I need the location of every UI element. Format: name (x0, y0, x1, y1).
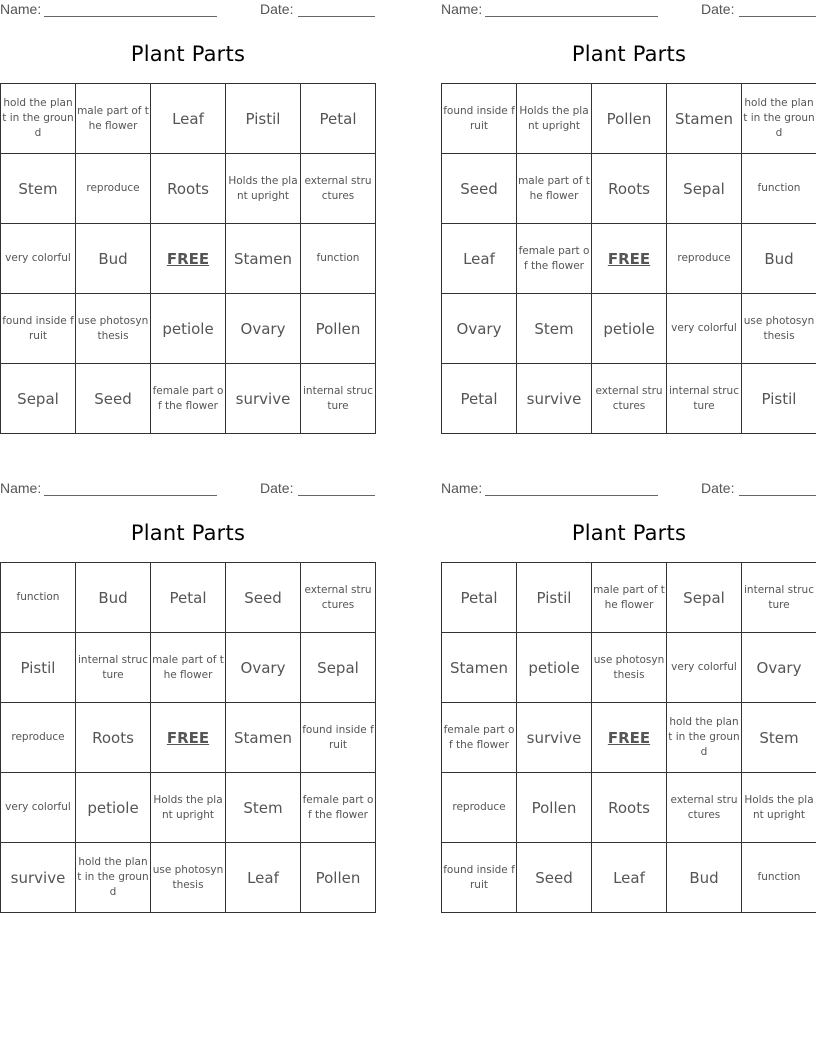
bingo-cell: Holds the plant upright (151, 773, 226, 843)
bingo-cell: very colorful (1, 773, 76, 843)
grid-row (442, 633, 816, 703)
bingo-cell: found inside fruit (1, 294, 76, 364)
bingo-cell: function (301, 224, 376, 294)
bingo-cell: survive (517, 703, 592, 773)
date-label: Date: (260, 480, 294, 496)
grid-row (1, 224, 376, 294)
bingo-cell: internal structure (667, 364, 742, 434)
name-blank-line (44, 16, 217, 17)
bingo-cell: Leaf (226, 843, 301, 913)
bingo-cell: female part of the flower (151, 364, 226, 434)
bingo-cell: Seed (517, 843, 592, 913)
name-label: Name: (441, 480, 483, 496)
bingo-grid (0, 562, 376, 913)
bingo-card (441, 479, 816, 919)
free-space-cell: FREE (151, 224, 226, 294)
bingo-cell: function (1, 563, 76, 633)
bingo-cell: very colorful (1, 224, 76, 294)
bingo-cell: Bud (667, 843, 742, 913)
card-title: Plant Parts (130, 42, 246, 66)
grid-row (442, 224, 816, 294)
grid-row (1, 294, 376, 364)
bingo-cell: Pollen (301, 843, 376, 913)
bingo-cell: survive (1, 843, 76, 913)
bingo-cell: hold the plant in the ground (742, 84, 816, 154)
bingo-cell: external structures (301, 154, 376, 224)
bingo-cell: found inside fruit (442, 84, 517, 154)
bingo-cell: male part of the flower (151, 633, 226, 703)
bingo-cell: hold the plant in the ground (1, 84, 76, 154)
bingo-cell: survive (517, 364, 592, 434)
card-title: Plant Parts (571, 521, 687, 545)
bingo-cell: Holds the plant upright (226, 154, 301, 224)
bingo-card (0, 0, 376, 440)
bingo-cell: survive (226, 364, 301, 434)
bingo-card (0, 479, 376, 919)
name-blank-line (485, 495, 658, 496)
bingo-cell: Holds the plant upright (742, 773, 816, 843)
bingo-cell: Bud (76, 563, 151, 633)
bingo-cell: hold the plant in the ground (667, 703, 742, 773)
bingo-cell: Pistil (742, 364, 816, 434)
grid-row (1, 84, 376, 154)
bingo-cell: Pollen (592, 84, 667, 154)
bingo-cell: Bud (742, 224, 816, 294)
card-header (441, 1, 816, 19)
grid-row (1, 633, 376, 703)
bingo-cell: Seed (442, 154, 517, 224)
bingo-cell: very colorful (667, 633, 742, 703)
bingo-cell: Roots (151, 154, 226, 224)
bingo-cell: reproduce (1, 703, 76, 773)
grid-row (442, 154, 816, 224)
bingo-cell: use photosynthesis (742, 294, 816, 364)
bingo-cell: Stem (226, 773, 301, 843)
bingo-cell: Bud (76, 224, 151, 294)
date-label: Date: (260, 1, 294, 17)
bingo-cell: use photosynthesis (76, 294, 151, 364)
bingo-cell: Sepal (667, 154, 742, 224)
bingo-cell: Roots (76, 703, 151, 773)
bingo-cell: internal structure (742, 563, 816, 633)
grid-row (442, 84, 816, 154)
bingo-cell: internal structure (76, 633, 151, 703)
bingo-cell: Petal (151, 563, 226, 633)
grid-row (1, 154, 376, 224)
bingo-cell: Stamen (226, 224, 301, 294)
grid-row (442, 364, 816, 434)
bingo-cell: Sepal (1, 364, 76, 434)
bingo-cell: Pollen (301, 294, 376, 364)
bingo-cell: reproduce (667, 224, 742, 294)
bingo-cell: reproduce (76, 154, 151, 224)
grid-row (1, 843, 376, 913)
bingo-cell: Roots (592, 773, 667, 843)
date-blank-line (298, 16, 375, 17)
grid-row (442, 843, 816, 913)
free-space-cell: FREE (592, 224, 667, 294)
bingo-cell: Stamen (226, 703, 301, 773)
bingo-cell: Petal (301, 84, 376, 154)
bingo-cell: Seed (226, 563, 301, 633)
card-title: Plant Parts (571, 42, 687, 66)
bingo-cell: use photosynthesis (592, 633, 667, 703)
card-title: Plant Parts (130, 521, 246, 545)
name-label: Name: (0, 1, 42, 17)
bingo-cell: found inside fruit (442, 843, 517, 913)
bingo-cell: Stem (1, 154, 76, 224)
date-blank-line (739, 495, 816, 496)
bingo-cell: very colorful (667, 294, 742, 364)
grid-row (1, 364, 376, 434)
bingo-cell: petiole (517, 633, 592, 703)
bingo-cell: female part of the flower (517, 224, 592, 294)
bingo-cell: Stamen (667, 84, 742, 154)
name-blank-line (485, 16, 658, 17)
bingo-cell: Pistil (517, 563, 592, 633)
date-blank-line (739, 16, 816, 17)
bingo-cell: Ovary (226, 294, 301, 364)
bingo-cell: Petal (442, 364, 517, 434)
bingo-cell: Sepal (667, 563, 742, 633)
bingo-cell: Leaf (442, 224, 517, 294)
free-space-cell: FREE (151, 703, 226, 773)
bingo-cell: external structures (301, 563, 376, 633)
bingo-cell: function (742, 843, 816, 913)
bingo-cell: female part of the flower (301, 773, 376, 843)
date-label: Date: (701, 1, 735, 17)
grid-row (442, 703, 816, 773)
bingo-cell: Stem (742, 703, 816, 773)
grid-row (1, 703, 376, 773)
bingo-cell: reproduce (442, 773, 517, 843)
bingo-cell: Seed (76, 364, 151, 434)
bingo-cell: Roots (592, 154, 667, 224)
bingo-cell: Leaf (592, 843, 667, 913)
bingo-cell: Ovary (442, 294, 517, 364)
bingo-cell: petiole (151, 294, 226, 364)
grid-row (442, 294, 816, 364)
bingo-cell: male part of the flower (517, 154, 592, 224)
card-header (0, 480, 376, 498)
bingo-cell: Ovary (742, 633, 816, 703)
bingo-cell: Holds the plant upright (517, 84, 592, 154)
bingo-grid (0, 83, 376, 434)
bingo-grid (441, 83, 816, 434)
bingo-cell: female part of the flower (442, 703, 517, 773)
name-label: Name: (441, 1, 483, 17)
bingo-cell: found inside fruit (301, 703, 376, 773)
bingo-cell: Pistil (1, 633, 76, 703)
bingo-cell: Leaf (151, 84, 226, 154)
bingo-cell: function (742, 154, 816, 224)
grid-row (1, 563, 376, 633)
bingo-cell: Stem (517, 294, 592, 364)
bingo-cell: Petal (442, 563, 517, 633)
grid-row (442, 563, 816, 633)
grid-row (1, 773, 376, 843)
date-label: Date: (701, 480, 735, 496)
bingo-cell: petiole (592, 294, 667, 364)
bingo-grid (441, 562, 816, 913)
bingo-cell: male part of the flower (76, 84, 151, 154)
bingo-cell: Pistil (226, 84, 301, 154)
bingo-cell: internal structure (301, 364, 376, 434)
bingo-cell: Stamen (442, 633, 517, 703)
bingo-cell: Sepal (301, 633, 376, 703)
bingo-cell: Pollen (517, 773, 592, 843)
name-label: Name: (0, 480, 42, 496)
bingo-card (441, 0, 816, 440)
name-blank-line (44, 495, 217, 496)
card-header (0, 1, 376, 19)
bingo-cell: male part of the flower (592, 563, 667, 633)
bingo-cell: external structures (667, 773, 742, 843)
bingo-cell: external structures (592, 364, 667, 434)
bingo-cell: Ovary (226, 633, 301, 703)
free-space-cell: FREE (592, 703, 667, 773)
card-header (441, 480, 816, 498)
grid-row (442, 773, 816, 843)
bingo-cell: use photosynthesis (151, 843, 226, 913)
bingo-cell: hold the plant in the ground (76, 843, 151, 913)
bingo-cell: petiole (76, 773, 151, 843)
date-blank-line (298, 495, 375, 496)
